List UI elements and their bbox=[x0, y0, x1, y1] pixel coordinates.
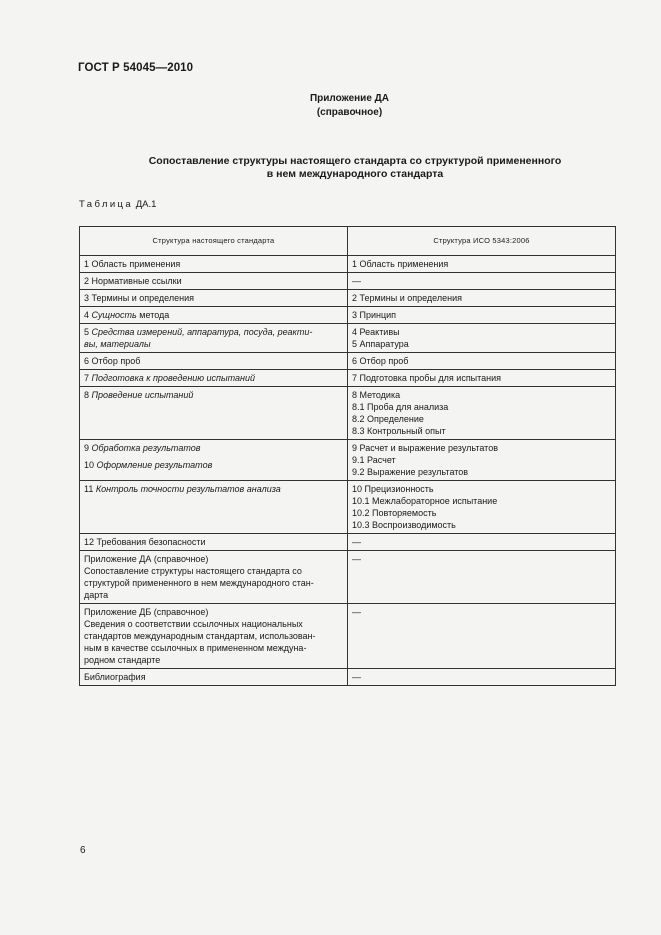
table-row bbox=[80, 290, 616, 307]
iso-cell-empty bbox=[348, 604, 616, 669]
table-caption bbox=[79, 199, 156, 210]
document-title bbox=[80, 155, 630, 181]
iso-cell-empty bbox=[348, 669, 616, 686]
dash: — bbox=[352, 276, 361, 286]
national-cell: Приложение ДА (справочное) Сопоставление структуры настоящего стандарта со структурой примененного в нем международного стан- дарта bbox=[80, 551, 348, 604]
iso-cell: 3 Принцип bbox=[348, 307, 616, 324]
iso-cell: 1 Область применения bbox=[348, 256, 616, 273]
page-number: 6 bbox=[80, 845, 86, 856]
national-cell: Приложение ДБ (справочное) Сведения о соответствии ссылочных национальных стандартов международным стандартам, использован- ным в качестве ссылочных в примененном междуна- родном стандарте bbox=[80, 604, 348, 669]
title-line-1: Сопоставление структуры настоящего стандарта со структурой примененного bbox=[148, 155, 562, 167]
national-cell: 2 Нормативные ссылки bbox=[80, 273, 348, 290]
iso-cell: 8 Методика 8.1 Проба для анализа 8.2 Определение 8.3 Контрольный опыт bbox=[348, 387, 616, 440]
dash: — bbox=[352, 554, 361, 564]
appendix-note: (справочное) bbox=[316, 107, 383, 118]
national-cell: 11 Контроль точности результатов анализа bbox=[80, 481, 348, 534]
iso-cell: 9 Расчет и выражение результатов 9.1 Расчет 9.2 Выражение результатов bbox=[348, 440, 616, 481]
national-cell: 12 Требования безопасности bbox=[80, 534, 348, 551]
iso-cell: 4 Реактивы 5 Аппаратура bbox=[348, 324, 616, 353]
standard-designation: ГОСТ Р 54045—2010 bbox=[78, 62, 194, 74]
national-cell: 1 Область применения bbox=[80, 256, 348, 273]
table-row bbox=[80, 256, 616, 273]
table-caption-word: Таблица bbox=[79, 199, 134, 210]
table-row bbox=[80, 440, 616, 481]
table-row bbox=[80, 307, 616, 324]
table-row bbox=[80, 387, 616, 440]
dash: — bbox=[352, 672, 361, 682]
iso-cell: 6 Отбор проб bbox=[348, 353, 616, 370]
comparison-table bbox=[79, 226, 616, 686]
appendix-title: Приложение ДА bbox=[309, 93, 390, 104]
national-cell: 8 Проведение испытаний bbox=[80, 387, 348, 440]
column-header-national: Структура настоящего стандарта bbox=[80, 227, 348, 256]
national-cell: 7 Подготовка к проведению испытаний bbox=[80, 370, 348, 387]
appendix-heading bbox=[0, 92, 661, 120]
table-row bbox=[80, 353, 616, 370]
iso-cell: 2 Термины и определения bbox=[348, 290, 616, 307]
national-cell: 4 Сущность метода bbox=[80, 307, 348, 324]
column-header-iso: Структура ИСО 5343:2006 bbox=[348, 227, 616, 256]
national-cell: 5 Средства измерений, аппаратура, посуда, реакти- вы, материалы bbox=[80, 324, 348, 353]
title-line-2: в нем международного стандарта bbox=[266, 168, 444, 180]
table-header-row bbox=[80, 227, 616, 256]
table-row bbox=[80, 273, 616, 290]
iso-cell-empty bbox=[348, 534, 616, 551]
iso-cell-empty bbox=[348, 551, 616, 604]
national-cell: Библиография bbox=[80, 669, 348, 686]
table-row bbox=[80, 604, 616, 669]
national-cell: 6 Отбор проб bbox=[80, 353, 348, 370]
table-caption-id: ДА.1 bbox=[135, 199, 157, 210]
table-row bbox=[80, 551, 616, 604]
dash: — bbox=[352, 537, 361, 547]
table-row bbox=[80, 324, 616, 353]
iso-cell-empty bbox=[348, 273, 616, 290]
table-row bbox=[80, 534, 616, 551]
table-row bbox=[80, 481, 616, 534]
table-row bbox=[80, 669, 616, 686]
iso-cell: 10 Прецизионность 10.1 Межлабораторное испытание 10.2 Повторяемость 10.3 Воспроизводимость bbox=[348, 481, 616, 534]
dash: — bbox=[352, 607, 361, 617]
national-cell: 3 Термины и определения bbox=[80, 290, 348, 307]
table-row bbox=[80, 370, 616, 387]
iso-cell: 7 Подготовка пробы для испытания bbox=[348, 370, 616, 387]
national-cell: 9 Обработка результатов 10 Оформление результатов bbox=[80, 440, 348, 481]
